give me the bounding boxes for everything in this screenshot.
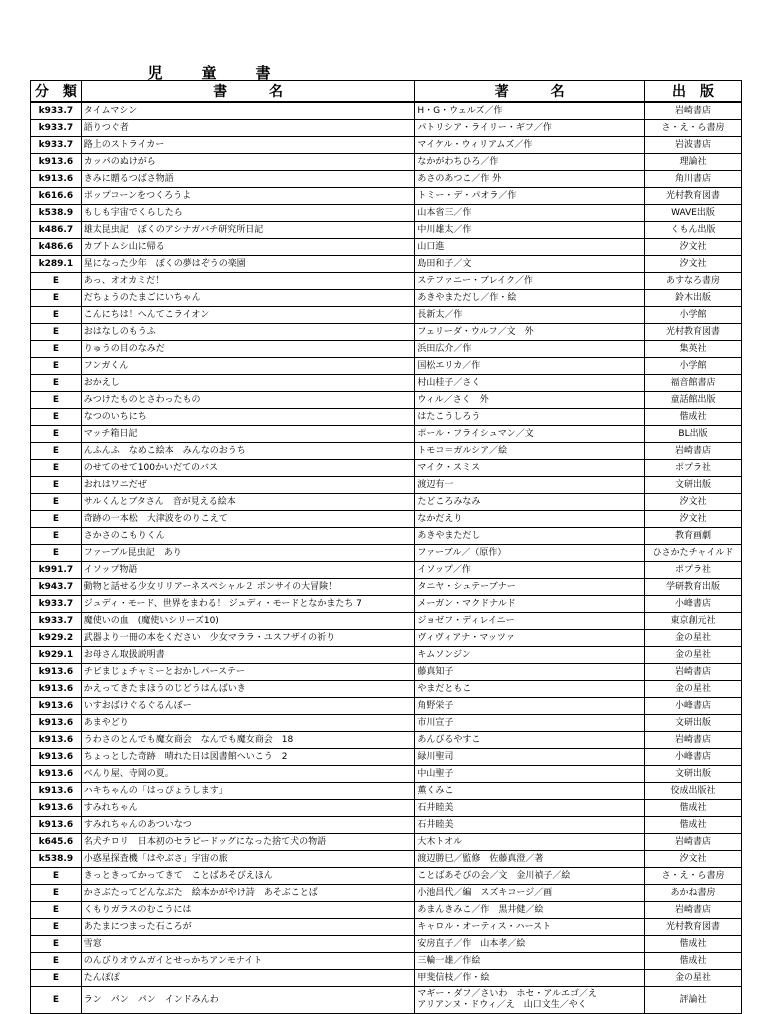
book-title-cell: おれはワニだぜ <box>81 477 415 494</box>
publisher-cell: 集英社 <box>645 341 742 358</box>
classification-cell: k913.6 <box>31 766 82 783</box>
publisher-cell: 金の星社 <box>645 647 742 664</box>
publisher-cell: 金の星社 <box>645 970 742 987</box>
author-cell: 小池昌代／編 スズキコージ／画 <box>415 885 645 902</box>
table-row <box>31 494 742 511</box>
book-title-cell: 小惑星探査機「はやぶさ」宇宙の旅 <box>81 851 415 868</box>
table-row <box>31 375 742 392</box>
publisher-cell: 偕成社 <box>645 800 742 817</box>
author-cell: 山口進 <box>415 239 645 256</box>
book-title-cell: サルくんとブタさん 音が見える絵本 <box>81 494 415 511</box>
table-row <box>31 222 742 239</box>
publisher-cell: 評論社 <box>645 987 742 1014</box>
table-row <box>31 817 742 834</box>
author-cell: 中山聖子 <box>415 766 645 783</box>
book-title-cell: さかさのこもりくん <box>81 528 415 545</box>
book-title-cell: タイムマシン <box>81 102 415 120</box>
classification-cell: k289.1 <box>31 256 82 273</box>
classification-cell: E <box>31 324 82 341</box>
table-row <box>31 426 742 443</box>
classification-cell: E <box>31 494 82 511</box>
book-title-cell: かえってきたまほうのじどうはんばいき <box>81 681 415 698</box>
book-title-cell: こんにちは！へんてこライオン <box>81 307 415 324</box>
book-title-cell: すみれちゃん <box>81 800 415 817</box>
publisher-cell: 小峰書店 <box>645 749 742 766</box>
author-cell: ヴィヴィアナ・マッツァ <box>415 630 645 647</box>
publisher-cell: 汐文社 <box>645 239 742 256</box>
book-title-cell: べんり屋、寺岡の夏。 <box>81 766 415 783</box>
table-body <box>31 102 742 1014</box>
table-row <box>31 579 742 596</box>
publisher-cell: 汐文社 <box>645 511 742 528</box>
author-cell: 長新太／作 <box>415 307 645 324</box>
table-row <box>31 443 742 460</box>
classification-cell: k913.6 <box>31 715 82 732</box>
classification-cell: k991.7 <box>31 562 82 579</box>
table-row <box>31 664 742 681</box>
book-title-cell: ポップコーンをつくろうよ <box>81 188 415 205</box>
table-row <box>31 732 742 749</box>
classification-cell: k486.7 <box>31 222 82 239</box>
classification-cell: E <box>31 426 82 443</box>
publisher-cell: 岩崎書店 <box>645 902 742 919</box>
publisher-cell: 汐文社 <box>645 851 742 868</box>
table-row <box>31 188 742 205</box>
book-title-cell: ファーブル昆虫記 あり <box>81 545 415 562</box>
book-title-cell: 奇跡の一本松 大津波をのりこえて <box>81 511 415 528</box>
author-cell: なかがわちひろ／作 <box>415 154 645 171</box>
author-cell: 緑川聖司 <box>415 749 645 766</box>
page-title: 児 童 書 <box>147 64 283 82</box>
author-cell: ファーブル／（原作） <box>415 545 645 562</box>
author-cell: H・G・ウェルズ／作 <box>415 102 645 120</box>
author-cell: ステファニー・ブレイク／作 <box>415 273 645 290</box>
author-cell <box>415 987 645 1014</box>
table-row <box>31 307 742 324</box>
classification-cell: k929.2 <box>31 630 82 647</box>
book-title-cell: だちょうのたまごにいちゃん <box>81 290 415 307</box>
book-title-cell: フンガくん <box>81 358 415 375</box>
book-title-cell: くもりガラスのむこうには <box>81 902 415 919</box>
author-cell: 中川雄太／作 <box>415 222 645 239</box>
book-title-cell: カッパのぬけがら <box>81 154 415 171</box>
classification-cell: E <box>31 545 82 562</box>
publisher-cell: 岩崎書店 <box>645 102 742 120</box>
book-title-cell: 名犬チロリ 日本初のセラピードッグになった捨て犬の物語 <box>81 834 415 851</box>
table-row <box>31 749 742 766</box>
publisher-cell: 小学館 <box>645 307 742 324</box>
table-row <box>31 290 742 307</box>
classification-cell: E <box>31 273 82 290</box>
book-title-cell: きみに贈るつばさ物語 <box>81 171 415 188</box>
classification-cell: E <box>31 290 82 307</box>
classification-cell: k933.7 <box>31 613 82 630</box>
classification-cell: E <box>31 528 82 545</box>
book-title-cell: 動物と話せる少女リリアーネスペシャル２ ボンサイの大冒険！ <box>81 579 415 596</box>
book-title-cell: きっときってかってきて ことばあそびえほん <box>81 868 415 885</box>
table-row <box>31 800 742 817</box>
author-cell: ウィル／さく 外 <box>415 392 645 409</box>
book-title-cell: みつけたものとさわったもの <box>81 392 415 409</box>
classification-cell: E <box>31 341 82 358</box>
table-row <box>31 205 742 222</box>
book-title-cell: のせてのせて100かいだてのバス <box>81 460 415 477</box>
header-classification: 分 類 <box>31 81 82 103</box>
classification-cell: k913.6 <box>31 749 82 766</box>
book-title-cell: んふんふ なめこ絵本 みんなのおうち <box>81 443 415 460</box>
classification-cell: E <box>31 902 82 919</box>
author-cell: パトリシア・ライリー・ギフ／作 <box>415 120 645 137</box>
publisher-cell: 岩崎書店 <box>645 664 742 681</box>
classification-cell: k616.6 <box>31 188 82 205</box>
header-publisher: 出 版 <box>645 81 742 103</box>
classification-cell: E <box>31 477 82 494</box>
author-cell: 渡辺勝巳／監修 佐藤真澄／著 <box>415 851 645 868</box>
author-cell: 角野栄子 <box>415 698 645 715</box>
publisher-cell: 小峰書店 <box>645 698 742 715</box>
author-cell: 三輪一雄／作絵 <box>415 953 645 970</box>
author-cell: なかだえり <box>415 511 645 528</box>
classification-cell: E <box>31 953 82 970</box>
table-row <box>31 137 742 154</box>
table-row <box>31 630 742 647</box>
table-row <box>31 154 742 171</box>
author-cell: あきやまただし／作・絵 <box>415 290 645 307</box>
book-title-cell: ハキちゃんの「はっぴょうします」 <box>81 783 415 800</box>
publisher-cell: ひさかたチャイルド <box>645 545 742 562</box>
publisher-cell: あかね書房 <box>645 885 742 902</box>
publisher-cell: 福音館書店 <box>645 375 742 392</box>
classification-cell: E <box>31 511 82 528</box>
author-cell: たどころみなみ <box>415 494 645 511</box>
classification-cell: k913.6 <box>31 817 82 834</box>
publisher-cell: 岩波書店 <box>645 137 742 154</box>
book-title-cell: ジュディ・モード、世界をまわる！ ジュディ・モードとなかまたち 7 <box>81 596 415 613</box>
author-cell: マイケル・ウィリアムズ／作 <box>415 137 645 154</box>
book-title-cell: すみれちゃんのあついなつ <box>81 817 415 834</box>
author-cell: 大木トオル <box>415 834 645 851</box>
table-row <box>31 239 742 256</box>
book-title-cell: チビまじょチャミーとおかしパーステー <box>81 664 415 681</box>
book-title-cell: おはなしのもうふ <box>81 324 415 341</box>
classification-cell: E <box>31 970 82 987</box>
author-cell: イソップ／作 <box>415 562 645 579</box>
classification-cell: k943.7 <box>31 579 82 596</box>
classification-cell: k486.6 <box>31 239 82 256</box>
classification-cell: k538.9 <box>31 205 82 222</box>
classification-cell: k933.7 <box>31 102 82 120</box>
classification-cell: k538.9 <box>31 851 82 868</box>
header-row <box>31 81 742 103</box>
classification-cell: k929.1 <box>31 647 82 664</box>
table-row <box>31 681 742 698</box>
author-cell: あんびるやすこ <box>415 732 645 749</box>
author-cell: トモコ＝ガルシア／絵 <box>415 443 645 460</box>
header-author: 著 名 <box>415 81 645 103</box>
publisher-cell: 学研教育出版 <box>645 579 742 596</box>
publisher-cell: 岩崎書店 <box>645 443 742 460</box>
author-cell: トミー・デ・パオラ／作 <box>415 188 645 205</box>
publisher-cell: 光村教育図書 <box>645 188 742 205</box>
author-cell: あきやまただし <box>415 528 645 545</box>
book-title-cell: ちょっとした奇跡 晴れた日は図書館へいこう 2 <box>81 749 415 766</box>
table-row <box>31 902 742 919</box>
book-title-cell: 語りつぐ者 <box>81 120 415 137</box>
book-title-cell: カブトムシ山に帰る <box>81 239 415 256</box>
author-cell: ジョゼフ・ディレイニー <box>415 613 645 630</box>
book-title-cell: 雪窓 <box>81 936 415 953</box>
publisher-cell: 偕成社 <box>645 936 742 953</box>
author-cell: 山本省三／作 <box>415 205 645 222</box>
book-title-cell: 魔使いの血 (魔使いシリーズ10) <box>81 613 415 630</box>
author-line: アリアンヌ・ドウィ／え 山口文生／やく <box>417 1000 587 1010</box>
table-row <box>31 970 742 987</box>
table-row <box>31 953 742 970</box>
classification-cell: k913.6 <box>31 783 82 800</box>
classification-cell: k933.7 <box>31 596 82 613</box>
book-list-table <box>30 80 742 1014</box>
publisher-cell: 文研出版 <box>645 477 742 494</box>
author-cell: 島田和子／文 <box>415 256 645 273</box>
publisher-cell: 鈴木出版 <box>645 290 742 307</box>
publisher-cell: 偕成社 <box>645 953 742 970</box>
author-cell: 藤真知子 <box>415 664 645 681</box>
classification-cell: E <box>31 936 82 953</box>
book-title-cell: 雄太昆虫記 ぼくのアシナガバチ研究所日記 <box>81 222 415 239</box>
classification-cell: k933.7 <box>31 120 82 137</box>
book-title-cell: かさぶたってどんなぶた 絵本かがやけ詩 あそぶことば <box>81 885 415 902</box>
author-cell: やまだともこ <box>415 681 645 698</box>
table-row <box>31 460 742 477</box>
author-cell: 国松エリカ／作 <box>415 358 645 375</box>
publisher-cell: 岩崎書店 <box>645 732 742 749</box>
publisher-cell: 金の星社 <box>645 681 742 698</box>
publisher-cell: 東京創元社 <box>645 613 742 630</box>
publisher-cell: 偕成社 <box>645 817 742 834</box>
classification-cell: E <box>31 919 82 936</box>
publisher-cell: 岩崎書店 <box>645 834 742 851</box>
classification-cell: E <box>31 307 82 324</box>
book-title-cell: あっ、オオカミだ！ <box>81 273 415 290</box>
author-cell: ことばあそびの会／文 金川禎子／絵 <box>415 868 645 885</box>
publisher-cell: 光村教育図書 <box>645 324 742 341</box>
table-row <box>31 341 742 358</box>
publisher-cell: 金の星社 <box>645 630 742 647</box>
author-cell: あまんきみこ／作 黒井健／絵 <box>415 902 645 919</box>
table-row <box>31 120 742 137</box>
author-cell: キャロル・オーティス・ハースト <box>415 919 645 936</box>
table-row <box>31 511 742 528</box>
classification-cell: k913.6 <box>31 681 82 698</box>
publisher-cell: 文研出版 <box>645 715 742 732</box>
table-row <box>31 171 742 188</box>
table-row <box>31 102 742 120</box>
author-cell: 薫くみこ <box>415 783 645 800</box>
classification-cell: k913.6 <box>31 664 82 681</box>
table-row <box>31 647 742 664</box>
classification-cell: k933.7 <box>31 137 82 154</box>
author-cell: メーガン・マクドナルド <box>415 596 645 613</box>
table-row <box>31 358 742 375</box>
author-line: マギー・ダフ／さいわ ホセ・アルエゴ／え <box>417 989 597 999</box>
publisher-cell: 汐文社 <box>645 256 742 273</box>
classification-cell: E <box>31 409 82 426</box>
publisher-cell: ポプラ社 <box>645 460 742 477</box>
publisher-cell: 汐文社 <box>645 494 742 511</box>
publisher-cell: BL出版 <box>645 426 742 443</box>
book-title-cell: りゅうの目のなみだ <box>81 341 415 358</box>
author-cell: マイク・スミス <box>415 460 645 477</box>
publisher-cell: 文研出版 <box>645 766 742 783</box>
publisher-cell: 教育画劇 <box>645 528 742 545</box>
classification-cell: E <box>31 375 82 392</box>
book-title-cell: マッチ箱日記 <box>81 426 415 443</box>
publisher-cell: あすなろ書房 <box>645 273 742 290</box>
table-row <box>31 613 742 630</box>
classification-cell: k913.6 <box>31 800 82 817</box>
publisher-cell: ポプラ社 <box>645 562 742 579</box>
classification-cell: k913.6 <box>31 154 82 171</box>
book-title-cell: なつのいちにち <box>81 409 415 426</box>
classification-cell: E <box>31 392 82 409</box>
table-row <box>31 477 742 494</box>
table-row <box>31 256 742 273</box>
table-row <box>31 698 742 715</box>
publisher-cell: 光村教育図書 <box>645 919 742 936</box>
book-title-cell: いすおばけぐるぐるんぼー <box>81 698 415 715</box>
author-cell: 村山桂子／さく <box>415 375 645 392</box>
table-row <box>31 987 742 1014</box>
book-title-cell: あたまにつまった石ころが <box>81 919 415 936</box>
author-cell: タニヤ・シュテーブナー <box>415 579 645 596</box>
book-title-cell: 星になった少年 ぼくの夢はぞうの楽園 <box>81 256 415 273</box>
table-row <box>31 528 742 545</box>
classification-cell: E <box>31 443 82 460</box>
book-title-cell: あまやどり <box>81 715 415 732</box>
book-title-cell: 武器より一冊の本をください 少女マララ・ユスフザイの祈り <box>81 630 415 647</box>
table-row <box>31 545 742 562</box>
book-title-cell: おかえし <box>81 375 415 392</box>
table-row <box>31 834 742 851</box>
author-cell: 甲斐信枝／作・絵 <box>415 970 645 987</box>
table-row <box>31 885 742 902</box>
book-title-cell: うわさのとんでも魔女商会 なんでも魔女商会 18 <box>81 732 415 749</box>
author-cell: 浜田広介／作 <box>415 341 645 358</box>
publisher-cell: 童話館出版 <box>645 392 742 409</box>
classification-cell: k913.6 <box>31 698 82 715</box>
table-row <box>31 324 742 341</box>
table-row <box>31 868 742 885</box>
table-row <box>31 919 742 936</box>
publisher-cell: 理論社 <box>645 154 742 171</box>
classification-cell: k913.6 <box>31 732 82 749</box>
table-row <box>31 273 742 290</box>
author-cell: 渡辺有一 <box>415 477 645 494</box>
table-row <box>31 596 742 613</box>
publisher-cell: 佼成出版社 <box>645 783 742 800</box>
book-title-cell: もしも宇宙でくらしたら <box>81 205 415 222</box>
author-cell: キムソンジン <box>415 647 645 664</box>
table-row <box>31 766 742 783</box>
classification-cell: E <box>31 868 82 885</box>
table-row <box>31 936 742 953</box>
classification-cell: k913.6 <box>31 171 82 188</box>
classification-cell: k645.6 <box>31 834 82 851</box>
classification-cell: E <box>31 460 82 477</box>
classification-cell: E <box>31 358 82 375</box>
book-title-cell: たんぽぽ <box>81 970 415 987</box>
classification-cell: E <box>31 987 82 1014</box>
publisher-cell: さ・え・ら書房 <box>645 120 742 137</box>
table-row <box>31 851 742 868</box>
table-row <box>31 715 742 732</box>
table-row <box>31 783 742 800</box>
publisher-cell: さ・え・ら書房 <box>645 868 742 885</box>
book-title-cell: 路上のストライカー <box>81 137 415 154</box>
book-title-cell: のんびりオウムガイとせっかちアンモナイト <box>81 953 415 970</box>
author-cell: 石井睦美 <box>415 817 645 834</box>
author-cell: フェリーダ・ウルフ／文 外 <box>415 324 645 341</box>
table-row <box>31 409 742 426</box>
author-cell: はたこうしろう <box>415 409 645 426</box>
author-cell: ポール・フライシュマン／文 <box>415 426 645 443</box>
header-book-title: 書 名 <box>81 81 415 103</box>
table-row <box>31 562 742 579</box>
publisher-cell: WAVE出版 <box>645 205 742 222</box>
author-cell: 市川宣子 <box>415 715 645 732</box>
publisher-cell: 小峰書店 <box>645 596 742 613</box>
publisher-cell: 角川書店 <box>645 171 742 188</box>
publisher-cell: 偕成社 <box>645 409 742 426</box>
book-title-cell: ラン パン パン インドみんわ <box>81 987 415 1014</box>
classification-cell: E <box>31 885 82 902</box>
book-title-cell: イソップ物語 <box>81 562 415 579</box>
publisher-cell: くもん出版 <box>645 222 742 239</box>
publisher-cell: 小学館 <box>645 358 742 375</box>
table-row <box>31 392 742 409</box>
author-cell: 石井睦美 <box>415 800 645 817</box>
author-cell: 安房直子／作 山本孝／絵 <box>415 936 645 953</box>
author-cell: あさのあつこ／作 外 <box>415 171 645 188</box>
book-title-cell: お母さん取扱説明書 <box>81 647 415 664</box>
